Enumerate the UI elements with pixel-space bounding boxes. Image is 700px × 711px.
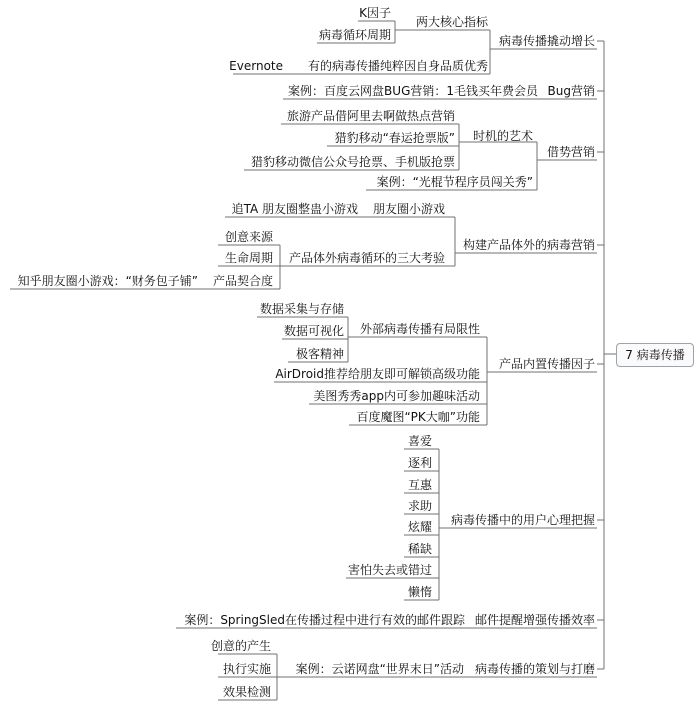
topic-node[interactable]: 互惠 (407, 478, 432, 492)
topic-node[interactable]: 案例：百度云网盘BUG营销：1毛钱买年费会员 (288, 84, 538, 98)
root-node[interactable]: 7 病毒传播 (616, 343, 694, 367)
branch-node[interactable]: Bug营销 (547, 84, 595, 98)
topic-node[interactable]: 美图秀秀app内可参加趣味活动 (313, 389, 480, 403)
topic-node[interactable]: 稀缺 (407, 542, 432, 556)
topic-node[interactable]: 创意来源 (224, 230, 273, 244)
branch-node[interactable]: 邮件提醒增强传播效率 (474, 613, 595, 627)
topic-node[interactable]: 案例：“光棍节程序员闯关秀” (376, 175, 533, 189)
topic-node[interactable]: Evernote (229, 59, 283, 73)
topic-node[interactable]: 旅游产品借阿里去啊做热点营销 (286, 109, 455, 123)
topic-node[interactable]: 喜爱 (407, 434, 432, 448)
topic-node[interactable]: 外部病毒传播有局限性 (359, 322, 480, 336)
topic-node[interactable]: 数据可视化 (283, 324, 344, 338)
topic-node[interactable]: 害怕失去或错过 (347, 563, 432, 577)
topic-node[interactable]: 产品契合度 (212, 274, 273, 288)
topic-node[interactable]: 创意的产生 (210, 639, 271, 653)
topic-node[interactable]: K因子 (359, 6, 391, 20)
topic-node[interactable]: 有的病毒传播纯粹因自身品质优秀 (307, 59, 488, 73)
topic-node[interactable]: 知乎朋友圈小游戏：“财务包子铺” (17, 274, 198, 288)
topic-node[interactable]: 效果检测 (222, 685, 271, 699)
topic-node[interactable]: 百度魔图“PK大咖”功能 (356, 410, 480, 424)
topic-node[interactable]: 极客精神 (295, 347, 344, 361)
topic-node[interactable]: 猎豹移动微信公众号抢票、手机版抢票 (250, 155, 455, 169)
topic-node[interactable]: 案例：SpringSled在传播过程中进行有效的邮件跟踪 (184, 613, 465, 627)
topic-node[interactable]: 生命周期 (224, 251, 273, 265)
topic-node[interactable]: 逐利 (407, 456, 432, 470)
branch-node[interactable]: 病毒传播的策划与打磨 (474, 662, 595, 676)
topic-node[interactable]: 两大核心指标 (415, 15, 488, 29)
topic-node[interactable]: 数据采集与存储 (259, 302, 344, 316)
topic-node[interactable]: 病毒循环周期 (318, 28, 391, 42)
topic-node[interactable]: 产品体外病毒循环的三大考验 (288, 251, 445, 265)
branch-node[interactable]: 病毒传播撬动增长 (498, 34, 595, 48)
topic-node[interactable]: 案例：云诺网盘“世界末日”活动 (295, 662, 464, 676)
branch-node[interactable]: 病毒传播中的用户心理把握 (450, 513, 595, 527)
topic-node[interactable]: 执行实施 (222, 662, 271, 676)
topic-node[interactable]: 猎豹移动“春运抢票版” (334, 131, 455, 145)
topic-node[interactable]: 懒惰 (407, 585, 432, 599)
topic-node[interactable]: 求助 (407, 499, 432, 513)
topic-node[interactable]: 炫耀 (407, 520, 432, 534)
topic-node[interactable]: 时机的艺术 (472, 129, 533, 143)
branch-node[interactable]: 构建产品体外的病毒营销 (462, 238, 595, 252)
topic-node[interactable]: AirDroid推荐给朋友即可解锁高级功能 (275, 367, 480, 381)
topic-node[interactable]: 追TA 朋友圈整蛊小游戏 (231, 202, 358, 216)
branch-node[interactable]: 借势营销 (546, 145, 595, 159)
branch-node[interactable]: 产品内置传播因子 (498, 357, 595, 371)
topic-node[interactable]: 朋友圈小游戏 (372, 202, 445, 216)
